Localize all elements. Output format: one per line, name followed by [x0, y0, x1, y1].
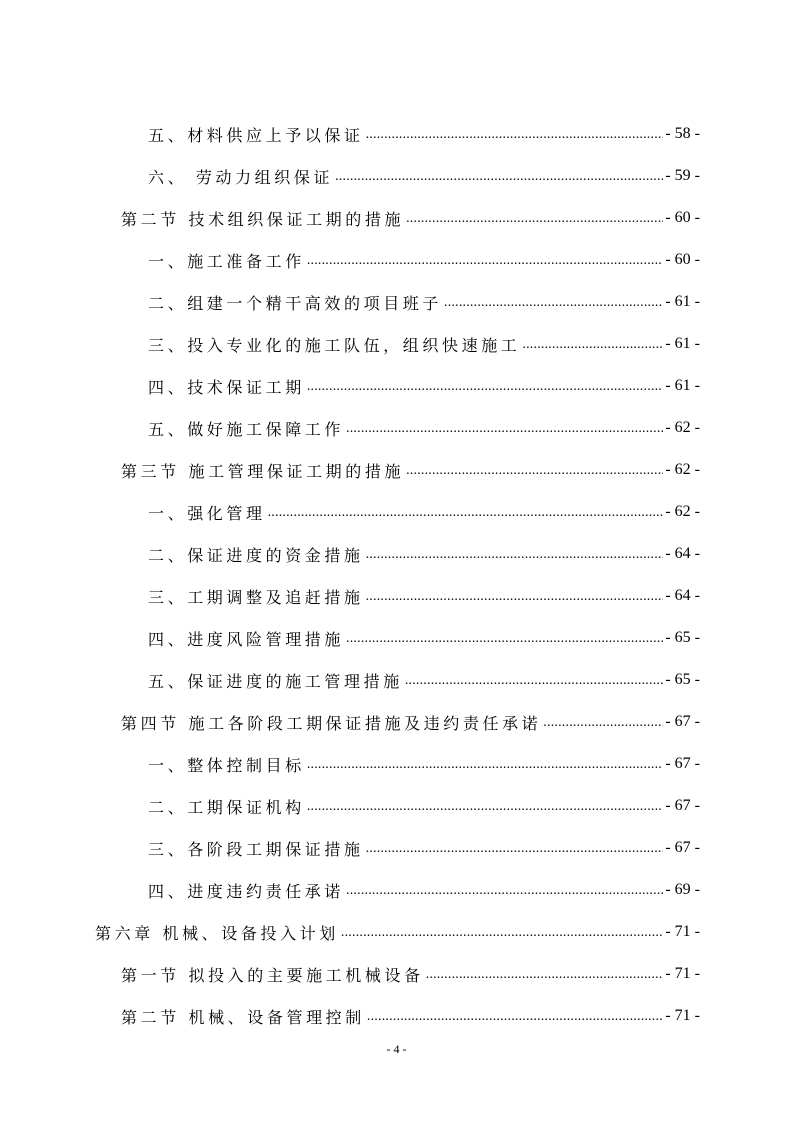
page-number-footer: - 4 -: [386, 1042, 407, 1056]
toc-entry-title: 第三节 施工管理保证工期的措施: [121, 461, 405, 481]
toc-entry-title: 第一节 拟投入的主要施工机械设备: [121, 965, 424, 985]
toc-entry-title: 一、整体控制目标: [148, 755, 305, 775]
toc-entry[interactable]: [148, 834, 700, 862]
dot-leader: [346, 632, 663, 652]
toc-entry[interactable]: [148, 246, 700, 274]
toc-entry-title: 五、材料供应上予以保证: [148, 125, 364, 145]
dot-leader: [307, 758, 664, 778]
toc-entry[interactable]: [148, 540, 700, 568]
toc-entry[interactable]: [148, 498, 700, 526]
toc-entry[interactable]: [148, 792, 700, 820]
toc-entry[interactable]: [148, 582, 700, 610]
toc-entry-page: - 65 -: [665, 671, 700, 688]
toc-entry-title: 第二节 机械、设备管理控制: [121, 1007, 365, 1027]
dot-leader: [346, 422, 663, 442]
toc-entry[interactable]: [148, 666, 700, 694]
toc-entry[interactable]: [148, 330, 700, 358]
toc-entry-page: - 69 -: [665, 881, 700, 898]
toc-entry-page: - 59 -: [665, 167, 700, 184]
toc-entry[interactable]: [95, 918, 700, 946]
toc-entry[interactable]: [121, 204, 700, 232]
toc-entry-page: - 71 -: [665, 923, 700, 940]
toc-entry-page: - 62 -: [665, 503, 700, 520]
toc-entry-page: - 65 -: [665, 629, 700, 646]
toc-entry[interactable]: [148, 120, 700, 148]
toc-entry[interactable]: [121, 1002, 700, 1030]
dot-leader: [268, 506, 664, 526]
toc-entry-title: 一、施工准备工作: [148, 251, 305, 271]
dot-leader: [366, 842, 664, 862]
toc-entry-page: - 71 -: [665, 1007, 700, 1024]
toc-entry-page: - 67 -: [665, 755, 700, 772]
toc-entry-title: 第二节 技术组织保证工期的措施: [121, 209, 405, 229]
toc-entry-page: - 60 -: [665, 209, 700, 226]
dot-leader: [405, 674, 664, 694]
toc-entry-title: 五、做好施工保障工作: [148, 419, 345, 439]
toc-entry-page: - 67 -: [665, 797, 700, 814]
toc-entry-page: - 67 -: [665, 839, 700, 856]
toc-entry-page: - 60 -: [665, 251, 700, 268]
dot-leader: [367, 1010, 663, 1030]
dot-leader: [335, 170, 663, 190]
toc-entry-page: - 61 -: [665, 293, 700, 310]
toc-entry-page: - 61 -: [665, 335, 700, 352]
toc-entry-title: 三、投入专业化的施工队伍，组织快速施工: [148, 335, 521, 355]
dot-leader: [426, 968, 664, 988]
toc-entry-title: 四、进度风险管理措施: [148, 629, 345, 649]
toc-entry[interactable]: [148, 162, 700, 190]
toc-entry-title: 三、工期调整及追赶措施: [148, 587, 364, 607]
toc-entry-page: - 64 -: [665, 587, 700, 604]
toc-entry-title: 三、各阶段工期保证措施: [148, 839, 364, 859]
dot-leader: [543, 716, 663, 736]
toc-entry-title: 四、技术保证工期: [148, 377, 305, 397]
dot-leader: [346, 884, 663, 904]
toc-entry-page: - 62 -: [665, 419, 700, 436]
toc-entry-page: - 67 -: [665, 713, 700, 730]
toc-entry-page: - 71 -: [665, 965, 700, 982]
dot-leader: [406, 464, 663, 484]
toc-entry[interactable]: [148, 876, 700, 904]
toc-entry-page: - 62 -: [665, 461, 700, 478]
dot-leader: [307, 380, 664, 400]
toc-entry-title: 第六章 机械、设备投入计划: [95, 923, 339, 943]
toc-entry-title: 一、强化管理: [148, 503, 266, 523]
toc-entry-title: 二、保证进度的资金措施: [148, 545, 364, 565]
toc-entry-title: 第四节 施工各阶段工期保证措施及违约责任承诺: [121, 713, 542, 733]
toc-entry-page: - 58 -: [665, 125, 700, 142]
toc-entry-page: - 64 -: [665, 545, 700, 562]
dot-leader: [406, 212, 663, 232]
toc-entry-title: 二、工期保证机构: [148, 797, 305, 817]
toc-entry[interactable]: [121, 456, 700, 484]
toc-entry[interactable]: [148, 372, 700, 400]
toc-entry[interactable]: [148, 288, 700, 316]
toc-entry-title: 四、进度违约责任承诺: [148, 881, 345, 901]
dot-leader: [341, 926, 663, 946]
toc-entry[interactable]: [148, 624, 700, 652]
toc-entry[interactable]: [121, 708, 700, 736]
toc-entry[interactable]: [148, 414, 700, 442]
toc-entry-title: 二、组建一个精干高效的项目班子: [148, 293, 443, 313]
dot-leader: [366, 590, 664, 610]
dot-leader: [307, 254, 664, 274]
toc-entry-title: 五、保证进度的施工管理措施: [148, 671, 403, 691]
dot-leader: [307, 800, 664, 820]
dot-leader: [366, 548, 664, 568]
toc-entry[interactable]: [121, 960, 700, 988]
toc-entry-page: - 61 -: [665, 377, 700, 394]
toc-entry-title: 六、 劳动力组织保证: [148, 167, 334, 187]
dot-leader: [366, 128, 664, 148]
dot-leader: [522, 338, 663, 358]
toc-entry[interactable]: [148, 750, 700, 778]
dot-leader: [444, 296, 663, 316]
